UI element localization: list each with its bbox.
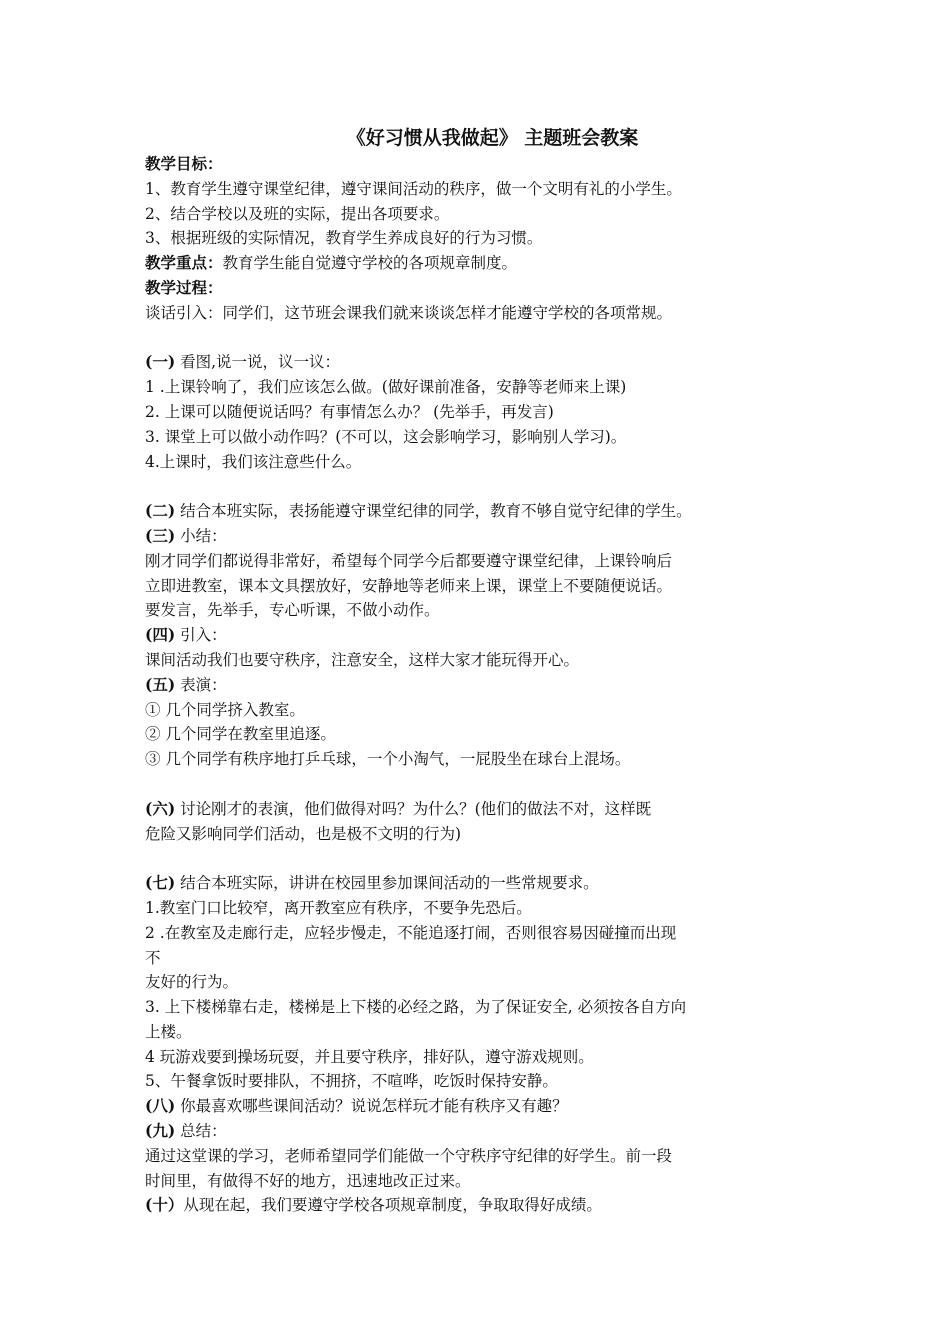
spacer [145,846,810,871]
list-item: 3. 上下楼梯靠右走，楼梯是上下楼的必经之路，为了保证安全, 必须按各自方向 [145,998,687,1017]
section-heading [145,1193,810,1218]
list-item: ② 几个同学在教室里追逐。 [145,725,336,744]
section-number: (四) [145,625,176,645]
key-text: 教育学生能自觉遵守学校的各项规章制度。 [222,254,518,273]
document-page [145,125,810,1218]
goal-item: 3、根据班级的实际情况，教育学生养成良好的行为习惯。 [145,229,543,248]
section-heading [145,797,810,822]
section-heading [145,1119,810,1144]
section-text: 你最喜欢哪些课间活动？说说怎样玩才能有秩序又有趣？ [175,1097,568,1116]
paragraph-line: 课间活动我们也要守秩序，注意安全，这样大家才能玩得开心。 [145,650,580,669]
paragraph-line: 立即进教室，课本文具摆放好，安静地等老师来上课，课堂上不要随便说话。 [145,576,673,595]
key-label: 教学重点： [145,253,223,273]
list-item: 1 .上课铃响了，我们应该怎么做。(做好课前准备，安静等老师来上课) [145,378,627,397]
section-number: (九) [145,1121,176,1141]
section-number: (六) [145,798,176,818]
section-text: 看图,说一说，议一议： [175,353,341,372]
spacer [145,474,810,499]
section-text: 总结： [175,1122,227,1141]
section-heading [145,499,810,524]
section-text: 讨论刚才的表演，他们做得对吗？为什么？(他们的做法不对，这样既 [175,799,652,818]
spacer [145,772,810,797]
section-text: 小结： [175,526,227,545]
section-number: (七) [145,873,176,893]
list-item: 3. 课堂上可以做小动作吗？(不可以，这会影响学习，影响别人学习)。 [145,427,627,446]
section-heading [145,1094,810,1119]
section-text: 从现在起，我们要遵守学校各项规章制度，争取取得好成绩。 [183,1196,602,1215]
paragraph-line: 要发言，先举手，专心听课，不做小动作。 [145,601,440,620]
list-item: 4 玩游戏要到操场玩耍，并且要守秩序，排好队，遵守游戏规则。 [145,1047,594,1066]
goal-item: 2、结合学校以及班的实际，提出各项要求。 [145,204,450,223]
process-heading: 教学过程： [145,277,223,297]
list-item: 2 .在教室及走廊行走，应轻步慢走，不能追逐打闹，否则很容易因碰撞而出现 [145,923,677,942]
section-number: (一) [145,352,176,372]
list-item: 友好的行为。 [145,973,239,992]
intro-text: 谈话引入：同学们，这节班会课我们就来谈谈怎样才能遵守学校的各项常规。 [145,303,673,322]
list-item: 1.教室门口比较窄，离开教室应有秩序，不要争先恐后。 [145,898,532,917]
paragraph-line: 危险又影响同学们活动，也是极不文明的行为) [145,824,462,843]
section-heading [145,623,810,648]
section-number: (十） [145,1195,184,1215]
key-point [145,251,810,276]
section-text: 引入： [175,626,227,645]
section-text: 表演： [175,675,227,694]
section-heading [145,673,810,698]
section-number: (二) [145,501,176,521]
list-item: 不 [145,948,161,967]
document-title: 《好习惯从我做起》 主题班会教案 [346,127,639,149]
spacer [145,326,810,351]
section-text: 结合本班实际，讲讲在校园里参加课间活动的一些常规要求。 [175,874,599,893]
list-item: ③ 几个同学有秩序地打乒乓球，一个小淘气，一屁股坐在球台上混场。 [145,750,631,769]
section-number: (八) [145,1096,176,1116]
goal-item: 1、教育学生遵守课堂纪律，遵守课间活动的秩序，做一个文明有礼的小学生。 [145,179,682,198]
paragraph-line: 通过这堂课的学习，老师希望同学们能做一个守秩序守纪律的好学生。前一段 [145,1146,673,1165]
list-item: ① 几个同学挤入教室。 [145,700,305,719]
goals-heading: 教学目标： [145,154,223,173]
section-number: (五) [145,674,176,694]
list-item: 2. 上课可以随便说话吗？有事情怎么办？ (先举手，再发言) [145,402,554,421]
list-item: 上楼。 [145,1022,192,1041]
section-heading [145,524,810,549]
paragraph-line: 时间里，有做得不好的地方，迅速地改正过来。 [145,1171,471,1190]
section-heading [145,350,810,375]
section-text: 结合本班实际，表扬能遵守课堂纪律的同学，教育不够自觉守纪律的学生。 [175,502,692,521]
section-heading [145,871,810,896]
section-number: (三) [145,525,176,545]
paragraph-line: 刚才同学们都说得非常好，希望每个同学今后都要遵守课堂纪律，上课铃响后 [145,551,673,570]
list-item: 4.上课时，我们该注意些什么。 [145,452,362,471]
list-item: 5、午餐拿饭时要排队，不拥挤，不喧哗，吃饭时保持安静。 [145,1072,558,1091]
